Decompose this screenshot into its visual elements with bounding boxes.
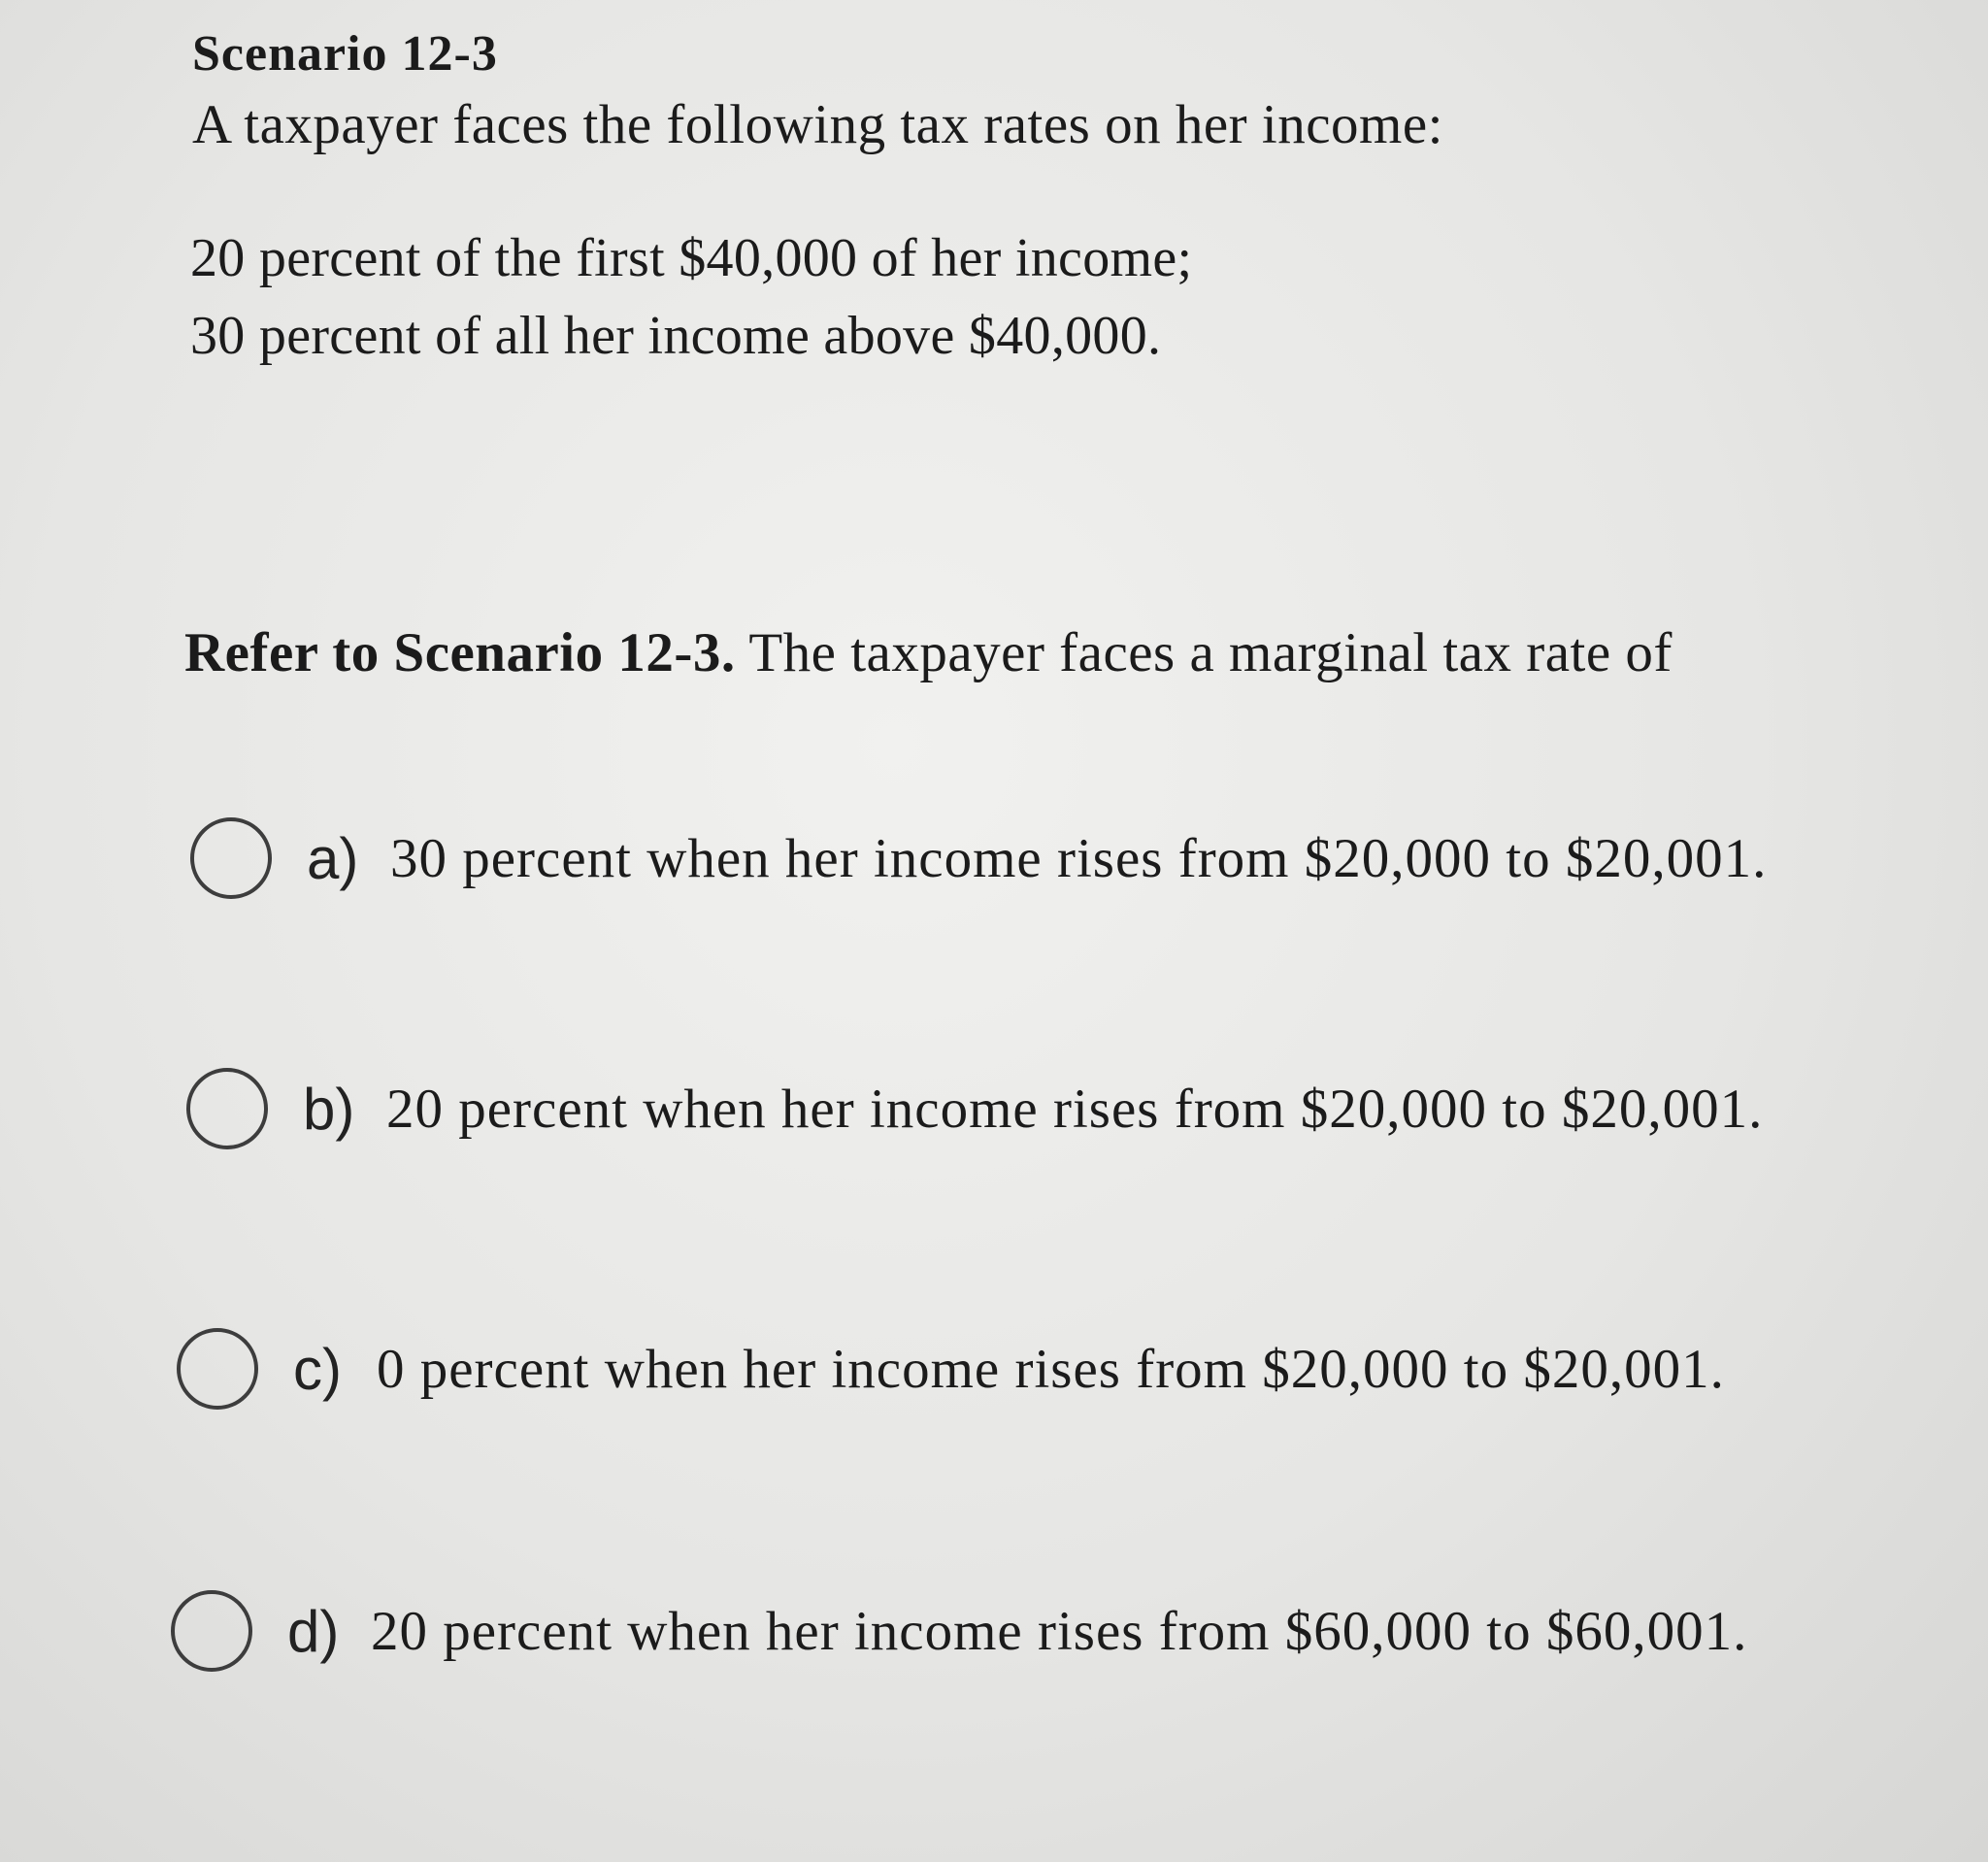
question-reference: Refer to Scenario 12-3. [184,622,736,683]
question-text [184,621,1673,684]
answer-option-d[interactable] [171,1590,1747,1672]
option-text-b: 20 percent when her income rises from $20,000 to $20,001. [386,1078,1764,1140]
answer-option-c[interactable] [177,1328,1725,1410]
scenario-title: Scenario 12-3 [192,26,498,82]
radio-button-a[interactable] [190,817,272,899]
option-letter-c: c) [293,1336,342,1402]
radio-button-d[interactable] [171,1590,252,1672]
answer-option-b[interactable] [186,1068,1763,1149]
tax-rate-line-1: 20 percent of the first $40,000 of her income; [190,228,1193,288]
option-letter-a: a) [307,825,359,891]
tax-rate-line-2: 30 percent of all her income above $40,000. [190,306,1162,366]
option-text-d: 20 percent when her income rises from $60,000 to $60,001. [371,1600,1748,1662]
option-text-c: 0 percent when her income rises from $20,000 to $20,001. [377,1338,1725,1400]
scenario-intro: A taxpayer faces the following tax rates on her income: [192,94,1443,155]
answer-option-a[interactable] [190,817,1767,899]
option-letter-b: b) [303,1076,355,1142]
radio-button-b[interactable] [186,1068,268,1149]
option-letter-d: d) [287,1598,340,1664]
question-stem: The taxpayer faces a marginal tax rate of [735,622,1673,683]
radio-button-c[interactable] [177,1328,258,1410]
option-text-a: 30 percent when her income rises from $20,000 to $20,001. [390,827,1768,889]
